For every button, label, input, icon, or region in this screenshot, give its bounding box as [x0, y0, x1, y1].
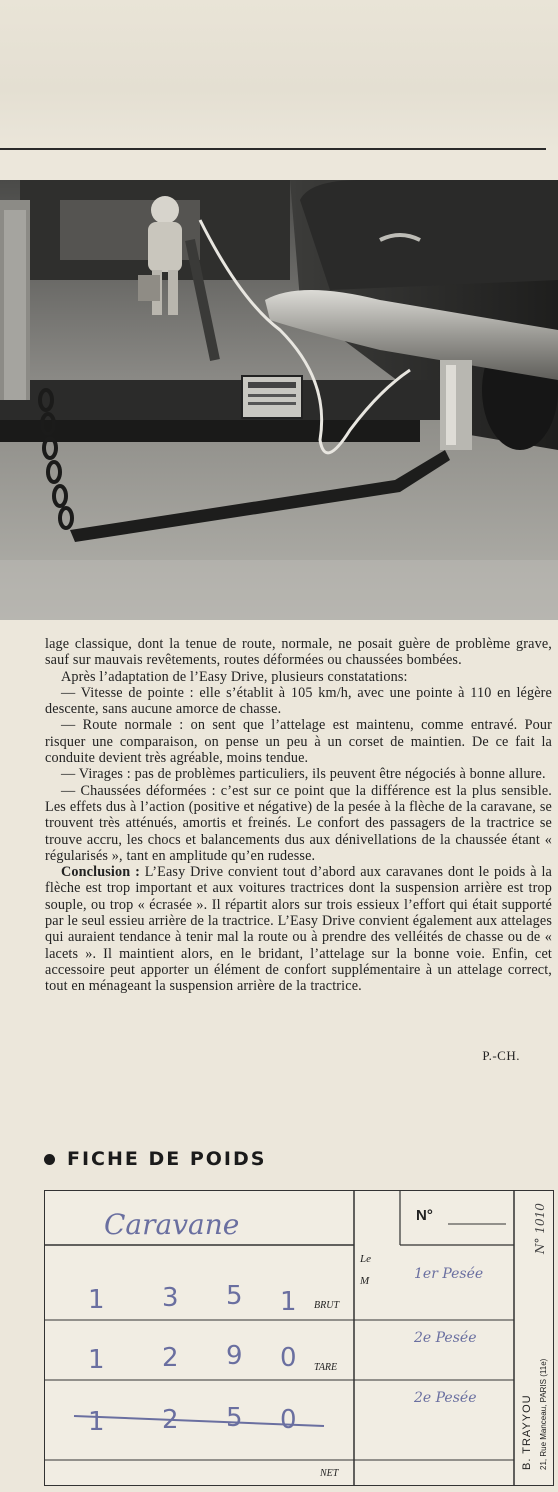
author-signature: P.-CH.: [482, 1048, 520, 1063]
paragraph: — Chaussées déformées : c’est sur ce point que la différence est la plus sensible. Les effets dus à l’action (positive et négative) de la pesée à la flèche de la caravane, se trouvent très atténués, amortis et freinés. Le confort des passagers de la tractrice se trouve accru, les chocs et balancements dus aux dénivellations de la chaussée étant « régularisés », tant en amplitude qu’en rudesse.: [45, 782, 552, 864]
row-digit: 5: [226, 1281, 243, 1311]
row-digit: 5: [226, 1403, 243, 1433]
section-heading: [44, 1148, 266, 1170]
number-label: N°: [416, 1207, 433, 1224]
printer-name: B. TRAYYOU: [521, 1394, 533, 1470]
row-note: 1er Pesée: [414, 1266, 484, 1282]
row-note: 2e Pesée: [414, 1390, 477, 1406]
printer-address: 21, Rue Manceau, PARIS (11e): [539, 1358, 548, 1470]
conclusion-paragraph: [45, 864, 552, 994]
row-digit: 0: [280, 1405, 297, 1435]
handwritten-title: Caravane: [104, 1208, 240, 1241]
row-digit: 1: [88, 1285, 105, 1315]
row-note: 2e Pesée: [414, 1330, 477, 1346]
row-digit: 2: [162, 1343, 179, 1373]
section-heading-text: FICHE DE POIDS: [67, 1148, 267, 1170]
le-label: Le: [360, 1253, 371, 1265]
article-body: [45, 636, 552, 995]
row-digit: 9: [226, 1341, 243, 1371]
net-label: NET: [320, 1468, 339, 1479]
tare-label: TARE: [314, 1362, 338, 1373]
brut-label: BRUT: [314, 1300, 339, 1311]
paragraph: lage classique, dont la tenue de route, normale, ne posait guère de problème grave, sauf sur mauvais revêtements, routes déformées ou chaussées bombées.: [45, 636, 552, 669]
row-digit: 0: [280, 1343, 297, 1373]
paragraph: — Route normale : on sent que l’attelage est maintenu, comme entravé. Pour risquer une comparaison, on pense un peu à un corset de maintien. De ce fait la conduite devient très agréable, moins tendue.: [45, 717, 552, 767]
paragraph: — Vitesse de pointe : elle s’établit à 105 km/h, avec une pointe à 110 en légère descente, sans aucune amorce de chasse.: [45, 684, 552, 718]
row-digit: 1: [88, 1407, 105, 1437]
ticket-serial-number: N° 1010: [533, 1203, 547, 1254]
row-digit: 1: [88, 1345, 105, 1375]
paragraph: Après l’adaptation de l’Easy Drive, plusieurs constatations:: [61, 668, 408, 685]
bleed-through-area: [0, 0, 558, 150]
paragraph: — Virages : pas de problèmes particuliers, ils peuvent être négociés à bonne allure.: [61, 766, 546, 783]
bullet-icon: [44, 1154, 55, 1165]
m-label: M: [360, 1275, 370, 1287]
top-rule: [0, 148, 546, 150]
hitch-photograph: [0, 180, 558, 620]
row-digit: 1: [280, 1287, 297, 1317]
conclusion-label: Conclusion :: [61, 864, 140, 881]
row-digit: 3: [162, 1283, 179, 1313]
weight-ticket: [44, 1190, 554, 1486]
conclusion-text: L’Easy Drive convient tout d’abord aux caravanes dont le poids à la flèche est trop important et aux voitures tractrices dont la suspension arrière est trop souple, ou trop « écrasée ». Il répartit alors sur trois essieux l’effort qui était supporté par le seul essieu arrière de la tractrice. L’Easy Drive convient également aux attelages qui auraient tendance à tenir mal la route ou à prendre des velléités de chasse ou de « lacets ». Il maintient alors, en le bridant, l’attelage sur la bonne voie. Enfin, cet accessoire peut apporter un élément de confort supplémentaire à un attelage correct, tout en ménageant la suspension arrière de la tractrice.: [45, 864, 553, 995]
